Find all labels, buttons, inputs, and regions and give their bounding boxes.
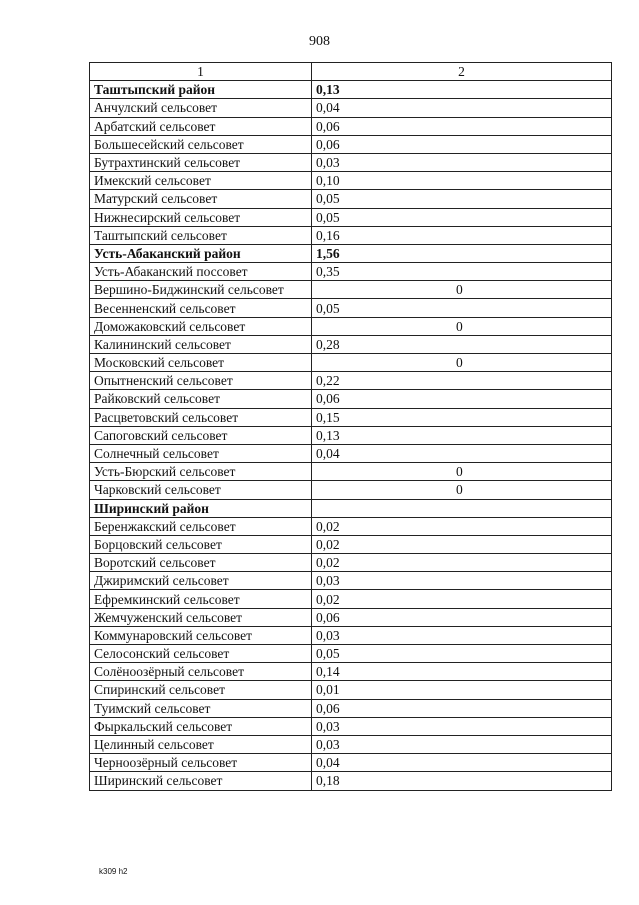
council-name: Туимский сельсовет — [90, 699, 312, 717]
value-cell: 0 — [312, 481, 612, 499]
table-row — [90, 281, 612, 299]
value-cell: 0,02 — [312, 590, 612, 608]
value-cell: 0,13 — [312, 426, 612, 444]
council-name: Борцовский сельсовет — [90, 535, 312, 553]
value-cell: 0,02 — [312, 535, 612, 553]
page-number: 908 — [309, 34, 330, 49]
table-row — [90, 299, 612, 317]
council-name: Усть-Абаканский поссовет — [90, 263, 312, 281]
value-cell: 0,04 — [312, 444, 612, 462]
table-row — [90, 190, 612, 208]
district-row — [90, 499, 612, 517]
table-row — [90, 335, 612, 353]
table-row — [90, 645, 612, 663]
value-cell: 0,28 — [312, 335, 612, 353]
table-row — [90, 390, 612, 408]
value-cell: 0,16 — [312, 226, 612, 244]
value-cell: 0 — [312, 317, 612, 335]
value-cell — [312, 499, 612, 517]
table-row — [90, 354, 612, 372]
council-name: Калининский сельсовет — [90, 335, 312, 353]
value-cell: 0 — [312, 281, 612, 299]
council-name: Селосонский сельсовет — [90, 645, 312, 663]
data-table — [89, 62, 612, 791]
table-row — [90, 426, 612, 444]
table-row — [90, 590, 612, 608]
council-name: Солёноозёрный сельсовет — [90, 663, 312, 681]
council-name: Сапоговский сельсовет — [90, 426, 312, 444]
table-row — [90, 626, 612, 644]
value-cell: 0,15 — [312, 408, 612, 426]
table-row — [90, 153, 612, 171]
value-cell: 0,18 — [312, 772, 612, 790]
district-name: Усть-Абаканский район — [90, 244, 312, 262]
value-cell: 1,56 — [312, 244, 612, 262]
council-name: Расцветовский сельсовет — [90, 408, 312, 426]
council-name: Имекский сельсовет — [90, 172, 312, 190]
value-cell: 0,03 — [312, 153, 612, 171]
council-name: Джиримский сельсовет — [90, 572, 312, 590]
council-name: Воротский сельсовет — [90, 554, 312, 572]
value-cell: 0,06 — [312, 699, 612, 717]
council-name: Ефремкинский сельсовет — [90, 590, 312, 608]
value-cell: 0,06 — [312, 117, 612, 135]
table-row — [90, 263, 612, 281]
value-cell: 0,06 — [312, 608, 612, 626]
value-cell: 0 — [312, 354, 612, 372]
table-row — [90, 717, 612, 735]
council-name: Чарковский сельсовет — [90, 481, 312, 499]
council-name: Усть-Бюрский сельсовет — [90, 463, 312, 481]
council-name: Ширинский сельсовет — [90, 772, 312, 790]
council-name: Фыркальский сельсовет — [90, 717, 312, 735]
table-row — [90, 481, 612, 499]
council-name: Московский сельсовет — [90, 354, 312, 372]
table-row — [90, 699, 612, 717]
value-cell: 0,06 — [312, 135, 612, 153]
table-row — [90, 735, 612, 753]
value-cell: 0,03 — [312, 626, 612, 644]
table-row — [90, 463, 612, 481]
council-name: Таштыпский сельсовет — [90, 226, 312, 244]
council-name: Целинный сельсовет — [90, 735, 312, 753]
value-cell: 0,02 — [312, 554, 612, 572]
council-name: Солнечный сельсовет — [90, 444, 312, 462]
table-row — [90, 135, 612, 153]
table-row — [90, 517, 612, 535]
table-row — [90, 99, 612, 117]
council-name: Весенненский сельсовет — [90, 299, 312, 317]
value-cell: 0 — [312, 463, 612, 481]
table-row — [90, 226, 612, 244]
table-row — [90, 554, 612, 572]
table-row — [90, 208, 612, 226]
council-name: Матурский сельсовет — [90, 190, 312, 208]
council-name: Жемчуженский сельсовет — [90, 608, 312, 626]
column-header: 1 — [90, 63, 312, 81]
table-body — [90, 81, 612, 790]
table-row — [90, 372, 612, 390]
value-cell: 0,06 — [312, 390, 612, 408]
column-header: 2 — [312, 63, 612, 81]
table-row — [90, 572, 612, 590]
value-cell: 0,05 — [312, 645, 612, 663]
council-name: Доможаковский сельсовет — [90, 317, 312, 335]
table-row — [90, 444, 612, 462]
council-name: Большесейский сельсовет — [90, 135, 312, 153]
table-row — [90, 681, 612, 699]
value-cell: 0,03 — [312, 572, 612, 590]
value-cell: 0,05 — [312, 299, 612, 317]
header-row — [90, 63, 612, 81]
council-name: Опытненский сельсовет — [90, 372, 312, 390]
district-name: Таштыпский район — [90, 81, 312, 99]
value-cell: 0,05 — [312, 190, 612, 208]
value-cell: 0,22 — [312, 372, 612, 390]
value-cell: 0,05 — [312, 208, 612, 226]
council-name: Райковский сельсовет — [90, 390, 312, 408]
council-name: Беренжакский сельсовет — [90, 517, 312, 535]
council-name: Коммунаровский сельсовет — [90, 626, 312, 644]
district-name: Ширинский район — [90, 499, 312, 517]
council-name: Нижнесирский сельсовет — [90, 208, 312, 226]
value-cell: 0,35 — [312, 263, 612, 281]
table-row — [90, 663, 612, 681]
table-row — [90, 317, 612, 335]
value-cell: 0,03 — [312, 717, 612, 735]
value-cell: 0,02 — [312, 517, 612, 535]
council-name: Арбатский сельсовет — [90, 117, 312, 135]
district-row — [90, 244, 612, 262]
value-cell: 0,14 — [312, 663, 612, 681]
table-row — [90, 117, 612, 135]
table-row — [90, 772, 612, 790]
council-name: Черноозёрный сельсовет — [90, 754, 312, 772]
district-row — [90, 81, 612, 99]
table-row — [90, 608, 612, 626]
table-row — [90, 535, 612, 553]
value-cell: 0,01 — [312, 681, 612, 699]
value-cell: 0,13 — [312, 81, 612, 99]
table-row — [90, 408, 612, 426]
council-name: Анчулский сельсовет — [90, 99, 312, 117]
value-cell: 0,03 — [312, 735, 612, 753]
document-code: k309 h2 — [99, 867, 128, 876]
value-cell: 0,10 — [312, 172, 612, 190]
value-cell: 0,04 — [312, 99, 612, 117]
council-name: Бутрахтинский сельсовет — [90, 153, 312, 171]
council-name: Спиринский сельсовет — [90, 681, 312, 699]
table-row — [90, 172, 612, 190]
table-row — [90, 754, 612, 772]
council-name: Вершино-Биджинский сельсовет — [90, 281, 312, 299]
value-cell: 0,04 — [312, 754, 612, 772]
